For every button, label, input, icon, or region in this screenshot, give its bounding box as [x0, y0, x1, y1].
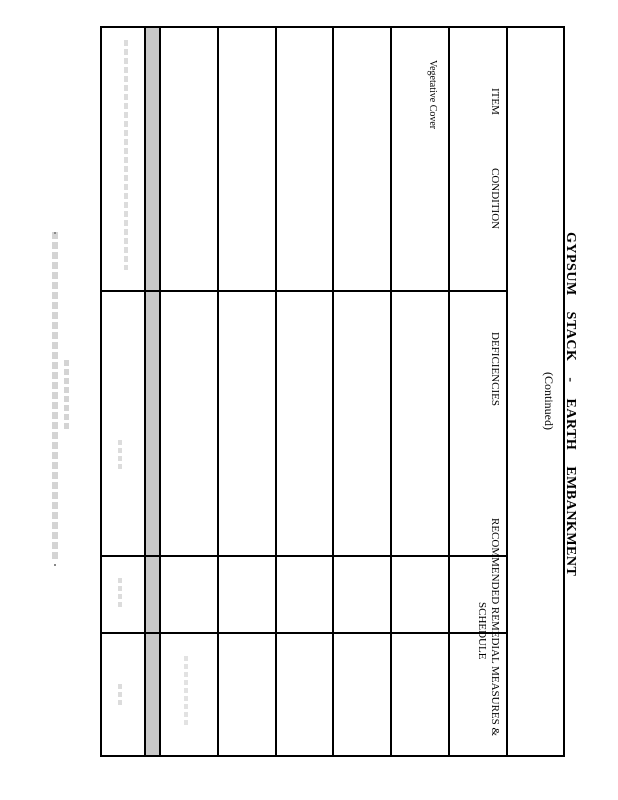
column-divider	[100, 555, 506, 557]
row-divider	[144, 26, 146, 757]
header-item: ITEM	[489, 88, 501, 115]
header-schedule: SCHEDULE	[476, 602, 488, 660]
row-item-vegetative-cover: Vegetative Cover	[427, 60, 438, 130]
column-divider	[100, 290, 506, 292]
row-divider	[159, 26, 161, 757]
header-condition: CONDITION	[489, 168, 501, 230]
bleedthrough-mark	[124, 40, 128, 270]
document-title: GYPSUM STACK - EARTH EMBANKMENT	[563, 232, 578, 577]
speck	[54, 232, 56, 234]
bleedthrough-mark	[118, 440, 122, 470]
row-divider	[506, 26, 508, 757]
row-divider	[217, 26, 219, 757]
bleedthrough-mark	[52, 232, 58, 562]
document-subtitle: (Continued)	[542, 372, 556, 430]
row-divider	[332, 26, 334, 757]
bleedthrough-mark	[118, 578, 122, 608]
row-divider	[390, 26, 392, 757]
shaded-row	[144, 28, 159, 755]
row-divider	[275, 26, 277, 757]
bleedthrough-mark	[118, 684, 122, 708]
header-remedial: RECOMMENDED REMEDIAL MEASURES &	[489, 518, 501, 737]
speck	[54, 564, 56, 566]
bleedthrough-mark	[64, 360, 69, 430]
header-deficiencies: DEFICIENCIES	[489, 332, 501, 406]
bleedthrough-mark	[184, 656, 188, 726]
row-divider	[448, 26, 450, 757]
column-divider	[100, 632, 506, 634]
